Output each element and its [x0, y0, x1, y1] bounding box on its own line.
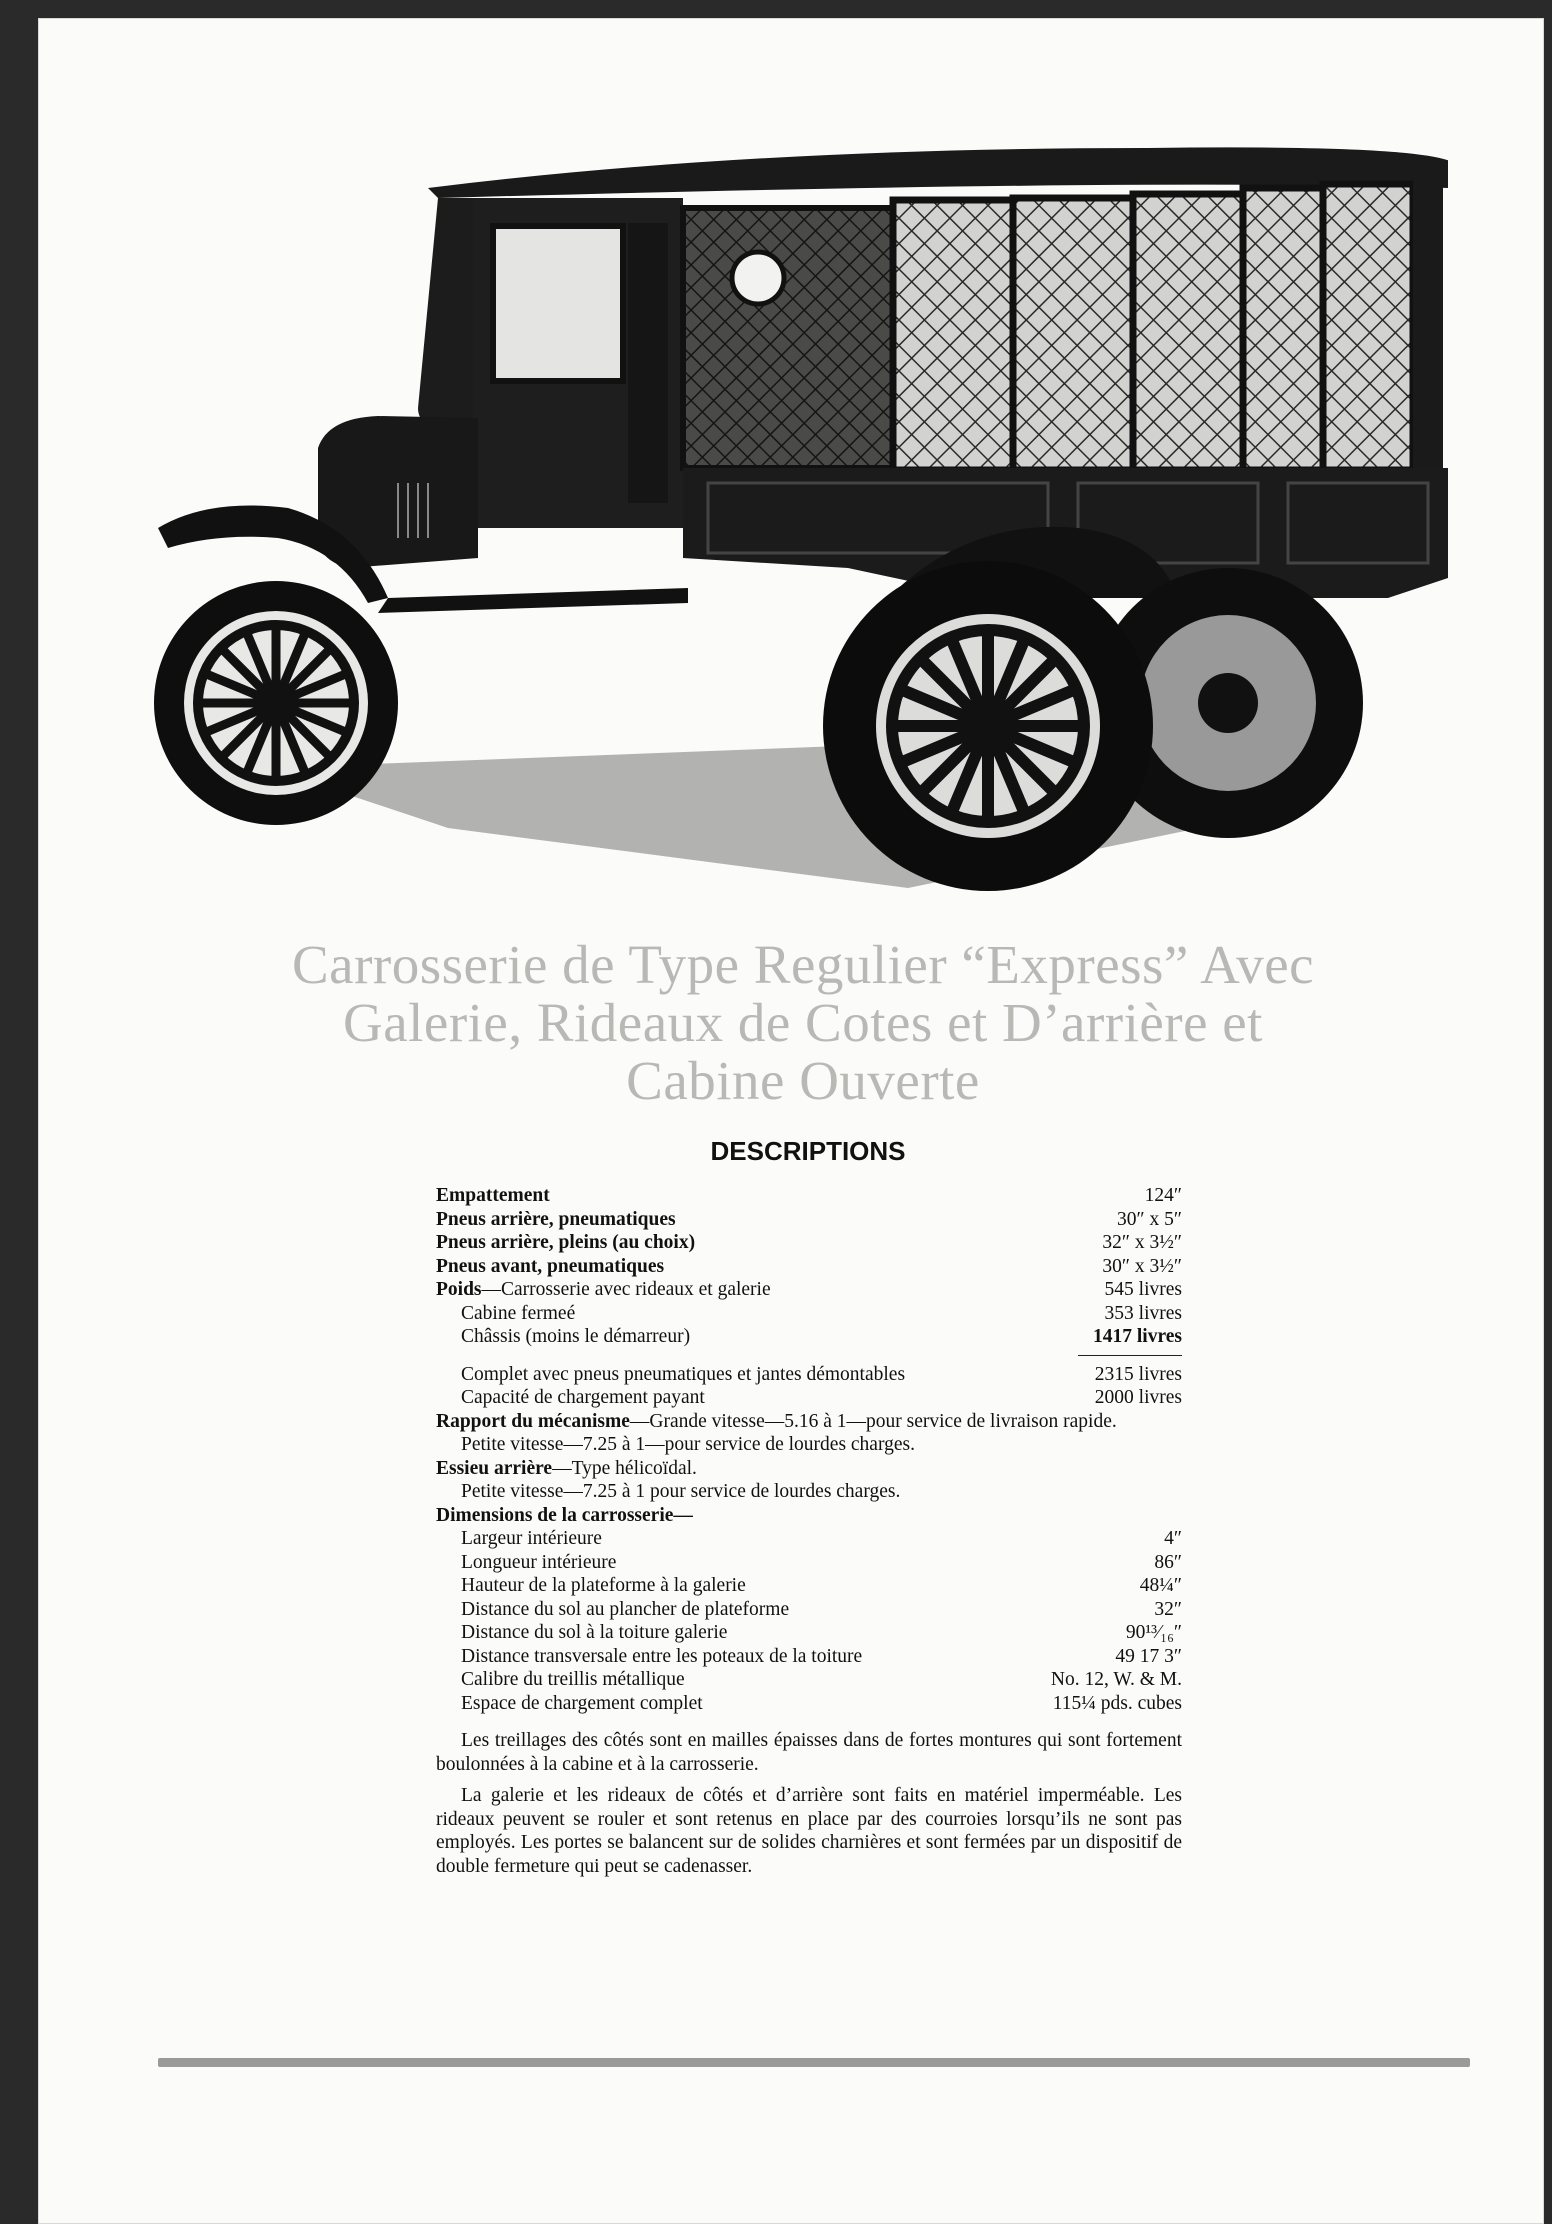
title-line: Galerie, Rideaux de Cotes et D’arrière et	[343, 992, 1263, 1053]
spec-value: 86″	[1154, 1551, 1182, 1573]
spec-label: Complet avec pneus pneumatiques et jantes démontables	[461, 1363, 906, 1385]
spec-row	[436, 1302, 1182, 1326]
truck-photograph	[148, 128, 1448, 898]
spec-row	[436, 1551, 1182, 1575]
sum-rule-row	[436, 1349, 1182, 1363]
spec-label: Châssis (moins le démarreur)	[461, 1326, 691, 1347]
spec-value: 4″	[1164, 1528, 1182, 1549]
spec-value: 48¼″	[1139, 1575, 1182, 1596]
spec-value: 32″	[1154, 1598, 1182, 1620]
spec-row	[436, 1621, 1182, 1645]
spec-label: Longueur intérieure	[461, 1551, 617, 1573]
spec-row	[436, 1457, 1182, 1481]
spec-row	[436, 1668, 1182, 1692]
spec-row	[436, 1645, 1182, 1669]
spec-label: Distance du sol au plancher de plateforme	[461, 1598, 790, 1620]
spec-label: Espace de chargement complet	[461, 1692, 703, 1714]
spec-row	[436, 1255, 1182, 1279]
spec-row	[436, 1208, 1182, 1232]
spec-row	[436, 1574, 1182, 1598]
spec-label: Pneus avant, pneumatiques	[436, 1255, 665, 1277]
document-page	[38, 18, 1544, 2224]
spec-value: No. 12, W. & M.	[1050, 1669, 1182, 1690]
spec-list	[436, 1184, 1182, 1878]
footer-rule	[158, 2058, 1470, 2067]
spec-row	[436, 1184, 1182, 1208]
title-line: Carrosserie de Type Regulier “Express” Avec	[291, 934, 1315, 995]
spec-label-text: —Carrosserie avec rideaux et galerie	[481, 1279, 771, 1300]
spec-row	[436, 1527, 1182, 1551]
spec-row	[436, 1692, 1182, 1716]
spec-value: 115¼ pds. cubes	[1052, 1692, 1182, 1714]
body-paragraph: Les treillages des côtés sont en mailles épaisses dans de fortes montures qui sont fortement boulonnées à la cabine et à la carrosserie.	[436, 1730, 1182, 1775]
spec-label: Largeur intérieure	[461, 1528, 602, 1549]
spec-label-text: —Grande vitesse—5.16 à 1—pour service de livraison rapide.	[629, 1410, 1117, 1432]
body-paragraph: La galerie et les rideaux de côtés et d’arrière sont faits en matériel imperméable. Les rideaux peuvent se rouler et sont retenus en place par des courroies lorsqu’ils ne sont pas employés. Les portes se balancent sur de solides charnières et sont fermées par un dispositif de double fermeture qui peut se cadenasser.	[436, 1785, 1182, 1877]
spec-label: Distance du sol à la toiture galerie	[461, 1622, 728, 1643]
spec-row: Petite vitesse—7.25 à 1 pour service de lourdes charges.	[461, 1481, 901, 1502]
spec-row	[436, 1410, 1182, 1434]
spec-label: Pneus arrière, pleins (au choix)	[436, 1232, 696, 1253]
spec-label: Distance transversale entre les poteaux de la toiture	[461, 1645, 863, 1667]
spec-value: 545 livres	[1104, 1279, 1182, 1300]
spec-label: Cabine fermeé	[461, 1302, 576, 1324]
spec-label: Capacité de chargement payant	[461, 1387, 705, 1408]
spec-label-bold: Poids	[436, 1279, 482, 1300]
spec-value: 124″	[1144, 1185, 1182, 1206]
spec-value: 32″ x 3½″	[1102, 1232, 1182, 1253]
spec-value: 49 17 3″	[1115, 1645, 1182, 1667]
spec-label-text: —Type hélicoïdal.	[552, 1457, 697, 1479]
spec-label: Hauteur de la plateforme à la galerie	[461, 1575, 746, 1596]
spec-label-bold: Essieu arrière	[436, 1457, 553, 1479]
spec-value: 353 livres	[1104, 1302, 1182, 1324]
spec-label: Calibre du treillis métallique	[461, 1669, 685, 1690]
spec-row	[436, 1231, 1182, 1255]
descriptions-heading: DESCRIPTIONS	[710, 1136, 906, 1166]
spec-value: 30″ x 3½″	[1102, 1255, 1182, 1277]
spec-row	[436, 1278, 1182, 1302]
spec-row	[436, 1325, 1182, 1349]
spec-row: Petite vitesse—7.25 à 1—pour service de lourdes charges.	[461, 1434, 915, 1455]
spec-value: 2000 livres	[1094, 1387, 1182, 1408]
spec-row	[436, 1386, 1182, 1410]
spec-section-label: Dimensions de la carrosserie—	[436, 1504, 693, 1526]
spec-row	[436, 1363, 1182, 1387]
spec-row	[436, 1598, 1182, 1622]
spec-value: 90¹³⁄₁₆″	[1125, 1622, 1182, 1643]
spec-label: Pneus arrière, pneumatiques	[436, 1208, 676, 1230]
spec-label	[436, 1278, 771, 1302]
spec-label: Empattement	[436, 1185, 550, 1206]
sum-rule	[1078, 1355, 1182, 1356]
spec-value: 1417 livres	[1092, 1326, 1182, 1347]
spec-value: 30″ x 5″	[1117, 1208, 1182, 1230]
title-line: Cabine Ouverte	[626, 1050, 980, 1111]
spec-value: 2315 livres	[1094, 1363, 1182, 1385]
page-title	[188, 936, 1418, 1110]
spec-label-bold: Rapport du mécanisme	[436, 1410, 630, 1432]
